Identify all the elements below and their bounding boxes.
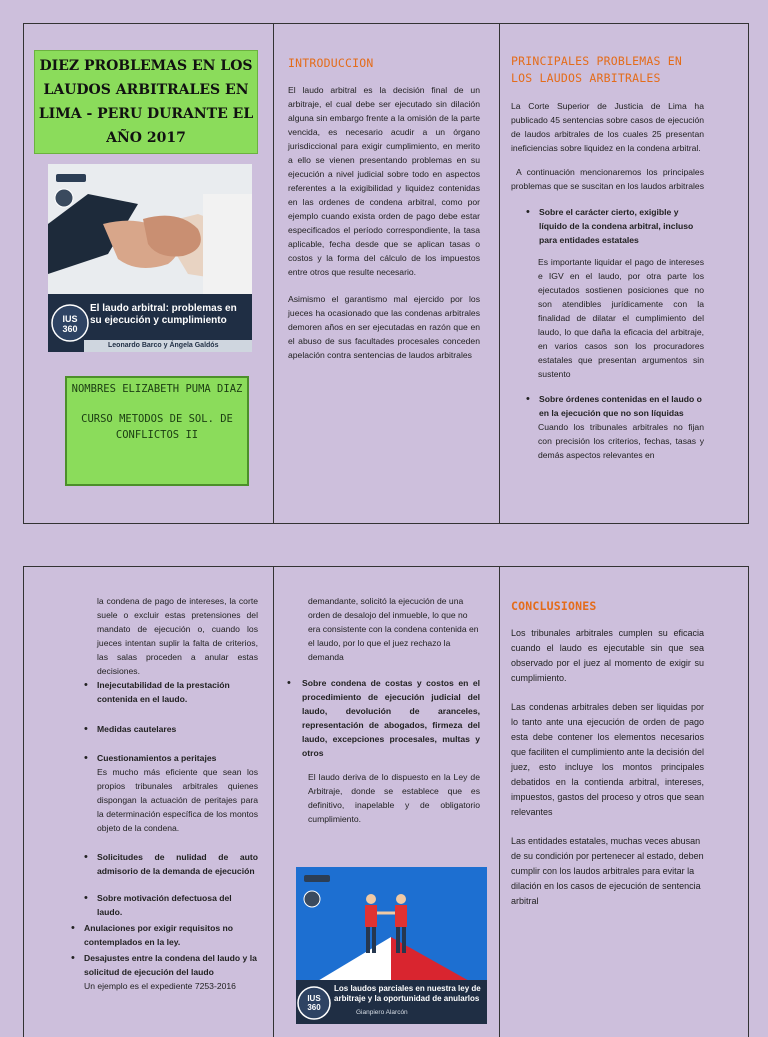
problem-title: Medidas cautelares <box>97 724 177 734</box>
column-divider <box>499 24 500 523</box>
list-item <box>83 722 258 736</box>
list-item <box>83 891 258 919</box>
image-badge: IUS 360 <box>307 994 321 1012</box>
problem-text: Es importante liquidar el pago de intereses e IGV en el laudo, por otra parte los ejecutados sostienen posiciones que no son atendibles jurídicamente con la finalidad de dilatar el cumplimiento del laudo, lo que daña la eficacia del arbitraje, en varios casos son los procuradores estatales que presentan argumentos sin sustento <box>538 257 704 379</box>
continuation-text: demandante, solicitó la ejecución de una orden de desalojo del inmueble, lo que no era consistente con la condena contenida en el laudo, por lo que el juez rechazo la demanda <box>308 596 479 662</box>
author-name: NOMBRES ELIZABETH PUMA DIAZ <box>71 383 243 395</box>
list-item <box>83 678 258 706</box>
list-item <box>286 676 480 760</box>
intro-panel <box>288 55 480 362</box>
problem-title: Cuestionamientos a peritajes <box>97 753 217 763</box>
image-badge: IUS 360 <box>62 314 78 334</box>
list-item <box>83 751 258 765</box>
conclusions-panel <box>511 598 704 909</box>
problem-title: Sobre el carácter cierto, exigible y líquido de la condena arbitral, incluso para entidades estatales <box>539 207 694 245</box>
problem-title: Solicitudes de nulidad de auto admisorio de la demanda de ejecución <box>97 852 258 876</box>
author-box <box>65 376 249 486</box>
continuation-panel <box>70 594 258 993</box>
problem-title: Desajustes entre la condena del laudo y la solicitud de ejecución del laudo <box>84 953 257 977</box>
conclusions-heading: CONCLUSIONES <box>511 599 597 613</box>
arbitration-image <box>296 867 487 1024</box>
problem-title: Anulaciones por exigir requisitos no contemplados en la ley. <box>84 923 233 947</box>
problem-text: Es mucho más eficiente que sean los propios tribunales arbitrales quienes dispongan la actuación de peritajes para la determinación específica de los montos objeto de la condena. <box>97 767 258 833</box>
list-item <box>70 921 258 949</box>
column-divider <box>273 24 274 523</box>
intro-paragraph: Asimismo el garantismo mal ejercido por los jueces ha ocasionado que las condenas arbitrales demoren años en ser ejecutadas en razón que en el abuso de sus facultades procesales conceden apelación contra sentencias de laudos arbitrales <box>288 294 480 360</box>
continuation-panel-2 <box>284 594 480 826</box>
document-title: DIEZ PROBLEMAS EN LOS LAUDOS ARBITRALES EN LIMA - PERU DURANTE EL AÑO 2017 <box>34 50 258 154</box>
conclusions-paragraph: Las entidades estatales, muchas veces abusan de su condición por pertenecer al estado, deben cumplir con los laudos arbitrales para evitar la dilación en los casos de ejecución de sentencia arbitral <box>511 836 704 906</box>
intro-heading: INTRODUCCION <box>288 56 374 70</box>
course-name: CURSO METODOS DE SOL. DE CONFLICTOS II <box>81 413 233 441</box>
list-item <box>525 392 704 420</box>
problems-heading: PRINCIPALES PROBLEMAS EN LOS LAUDOS ARBITRALES <box>511 54 682 85</box>
image-caption: Los laudos parciales en nuestra ley de arbitraje y la oportunidad de anularlos <box>334 984 481 1003</box>
problem-title: Sobre órdenes contenidas en el laudo o en la ejecución que no son líquidas <box>539 394 702 418</box>
image-author: Gianpiero Alarcón <box>356 1009 408 1016</box>
problem-title: Inejecutabilidad de la prestación contenida en el laudo. <box>97 680 230 704</box>
column-divider <box>499 567 500 1037</box>
problem-title: Sobre motivación defectuosa del laudo. <box>97 893 232 917</box>
image-authors: Leonardo Barco y Ángela Galdós <box>108 342 219 349</box>
problem-text: Cuando los tribunales arbitrales no fijan con precisión los criterios, fechas, tasas y demás aspectos relevantes en <box>538 422 704 460</box>
problems-paragraph: La Corte Superior de Justicia de Lima ha publicado 45 sentencias sobre casos de ejecución de laudos arbitrales de los cuales 25 presentan ineficiencias sobre liquidez en la condena arbitral. <box>511 101 704 153</box>
column-divider <box>273 567 274 1037</box>
image-caption: El laudo arbitral: problemas en su ejecución y cumplimiento <box>90 303 237 326</box>
problem-title: Sobre condena de costas y costos en el procedimiento de ejecución judicial del laudo, devolución de aranceles, representación de abogados, firmeza del laudo, excepciones procesales, multas y otros <box>302 678 480 758</box>
conclusions-paragraph: Las condenas arbitrales deben ser liquidas por lo tanto ante una ejecución de orden de pago esta debe contener los elementos necesarios que faciliten el cumplimiento ante la decisión del juez, esto incluye los montos principales debatidos en la contienda arbitral, intereses, impuestos, gastos del proceso y otros que sean relevantes <box>511 702 704 817</box>
problem-text: Un ejemplo es el expediente 7253-2016 <box>84 981 236 991</box>
problems-paragraph: A continuación mencionaremos los principales problemas que se suscitan en los laudos arbitrales <box>511 167 704 191</box>
intro-paragraph: El laudo arbitral es la decisión final de un arbitraje, el cual debe ser ejecutado sin dilación alguna sin embargo frente a la omisión de la parte vencida, es necesario acudir a un órgano jurisdiccional para exigir cumplimiento, en merito a ello se vienen presentando problemas en su ejecución a nivel judicial sobre todo en aspectos referentes a la exigibilidad y liquidez contenidas en las ordenes de condena arbitral, como por ejemplo cuando exista orden de pago debe estar especificados el período correspondiente, la tasa aplicable, fecha desde que se aplican tasas o costos y la forma del cálculo de los impuestos entre otros que resulte necesario. <box>288 85 480 277</box>
problem-text: El laudo deriva de lo dispuesto en la Ley de Arbitraje, donde se establece que es definitivo, inapelable y de obligatorio cumplimiento. <box>308 772 480 824</box>
list-item <box>70 951 258 979</box>
list-item <box>83 850 258 878</box>
continuation-text: la condena de pago de intereses, la corte suele o excluir estas pretensiones del mandato de ejecución o, cuando los jueces intentan suplir la falta de criterios, las salas proceden a anular estas decisiones. <box>97 596 258 676</box>
list-item <box>525 205 704 247</box>
problems-panel <box>511 53 704 462</box>
conclusions-paragraph: Los tribunales arbitrales cumplen su eficacia cuando el laudo es ejecutable sin que sea observado por el juez al momento de exigir su cumplimiento. <box>511 628 704 683</box>
handshake-image <box>48 164 252 352</box>
